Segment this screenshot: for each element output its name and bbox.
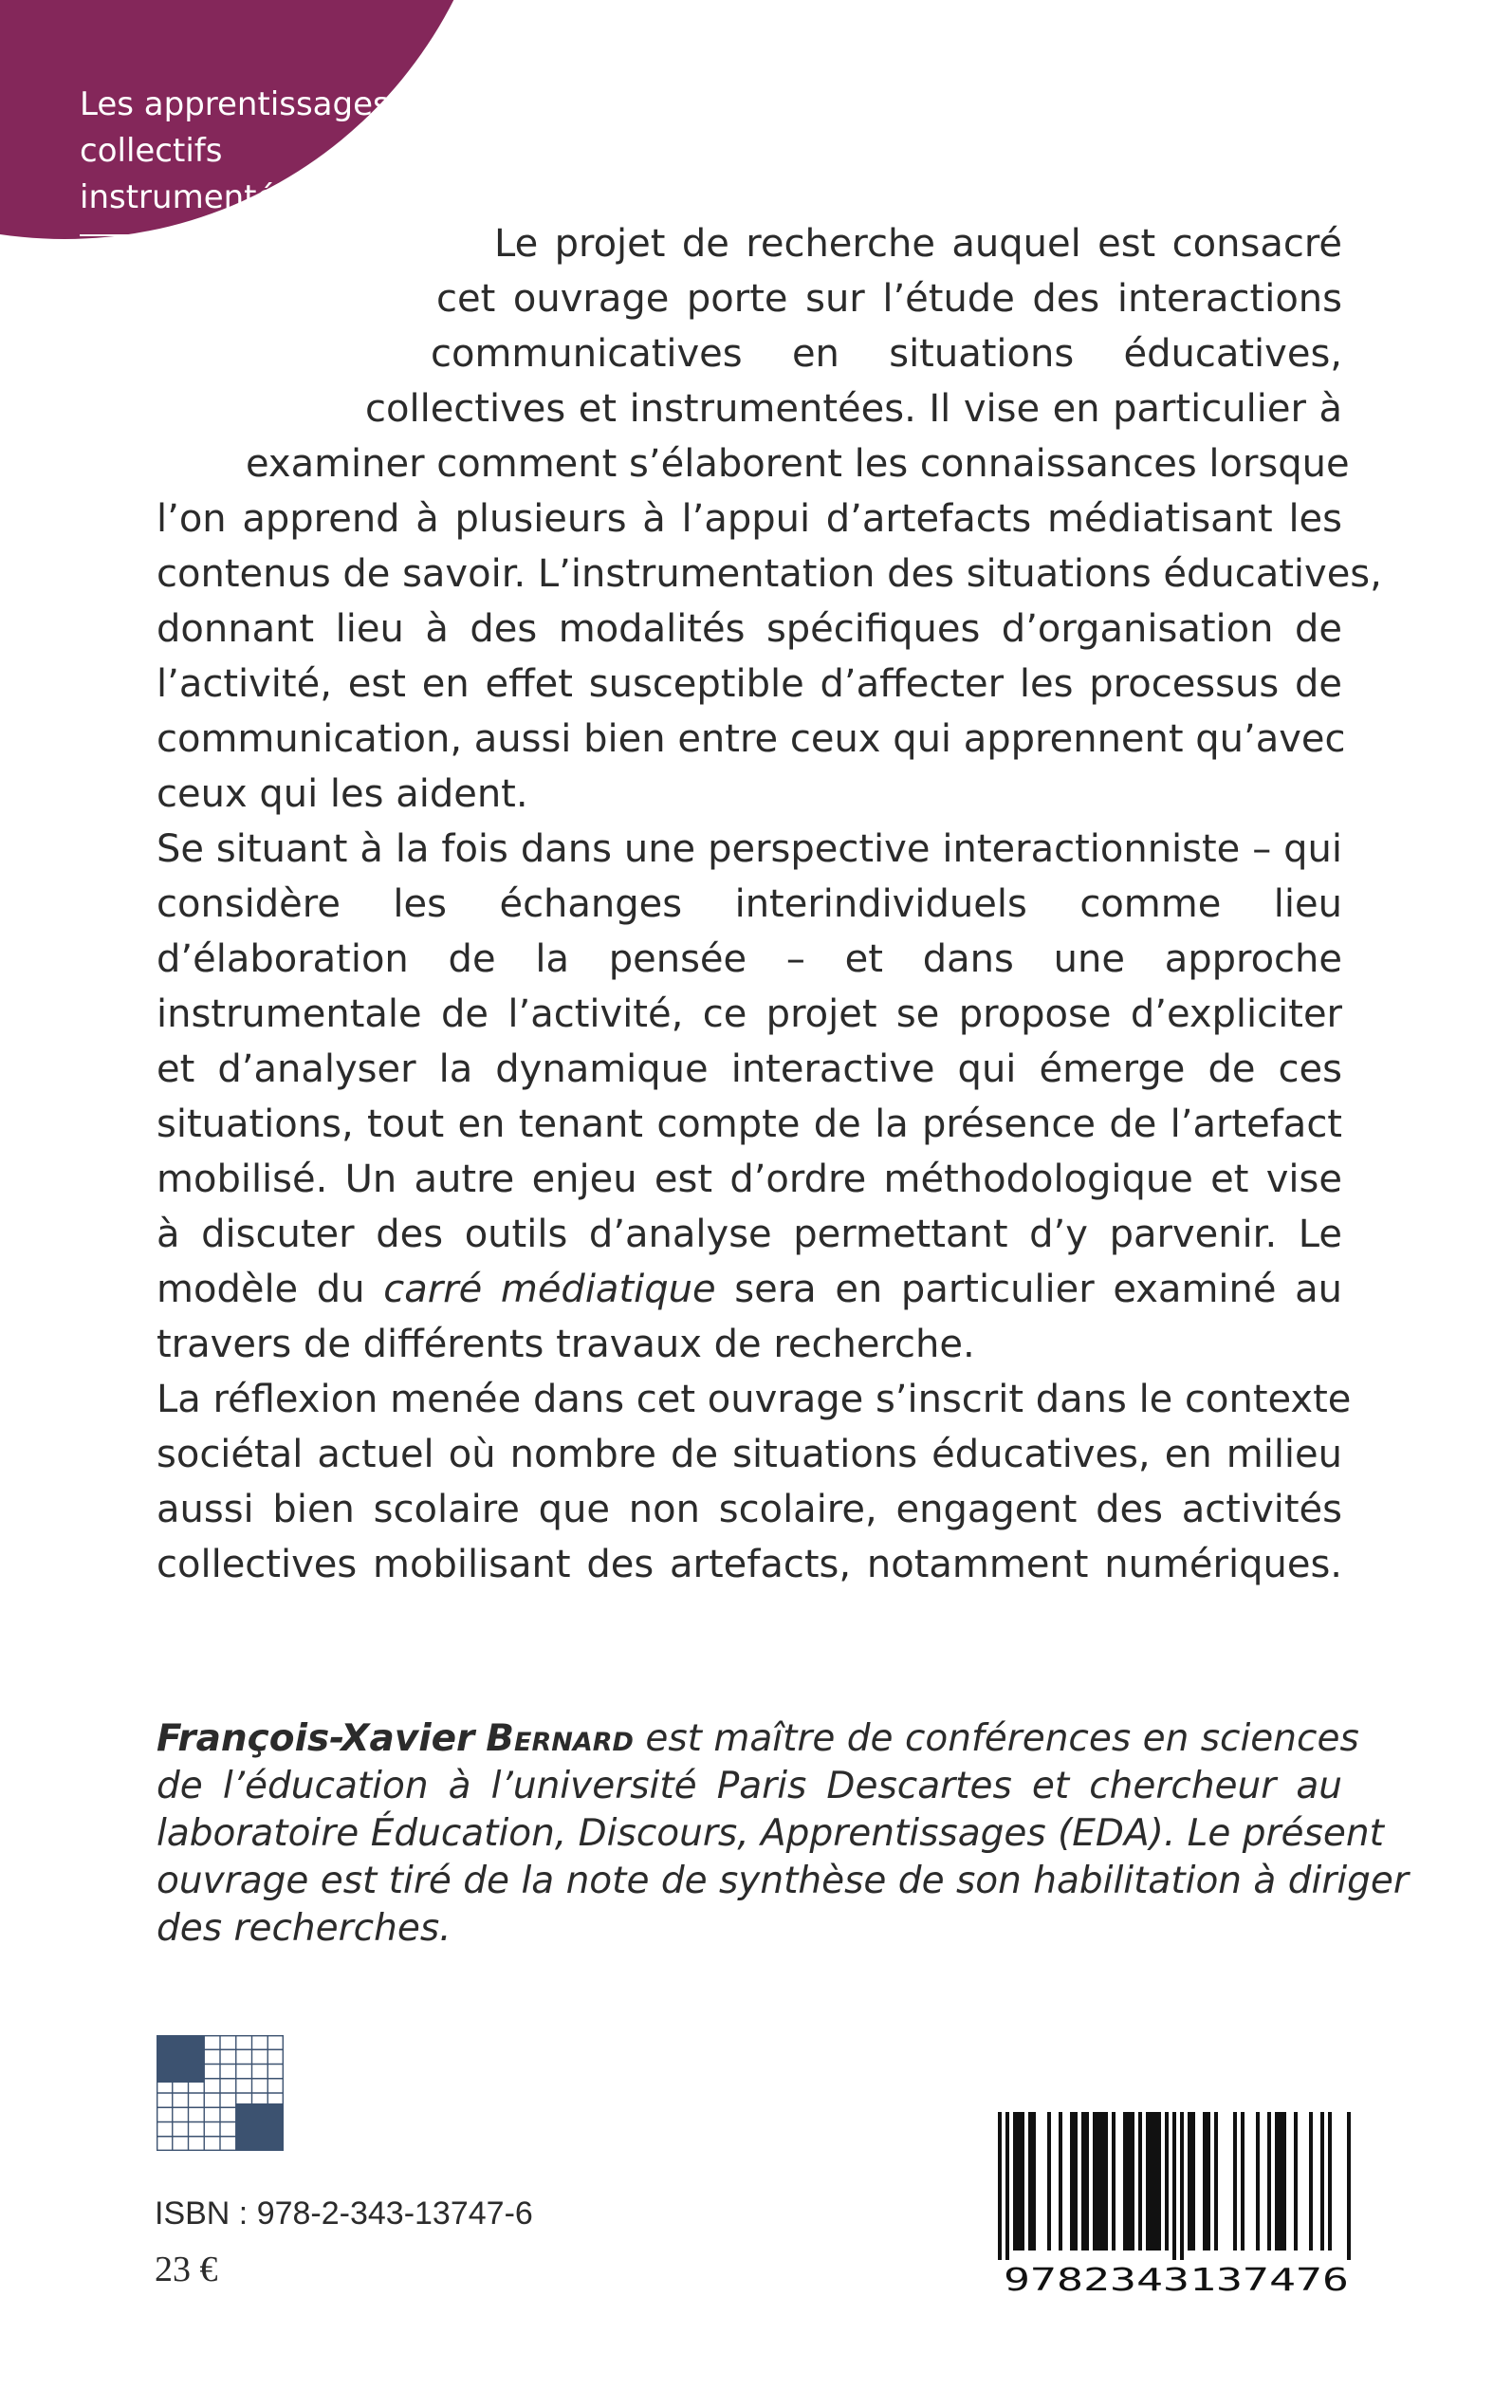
barcode-bar xyxy=(1047,2112,1051,2251)
barcode-bar xyxy=(1328,2112,1332,2251)
text-line: sociétal actuel où nombre de situations éducatives, en milieu xyxy=(157,1433,1342,1476)
series-title xyxy=(80,82,390,221)
text-line: à discuter des outils d’analyse permettant d’y parvenir. Le xyxy=(157,1213,1342,1256)
barcode-bar xyxy=(1165,2112,1169,2251)
barcode-bar xyxy=(1104,2112,1108,2251)
text-line: situations, tout en tenant compte de la présence de l’artefact xyxy=(157,1102,1342,1146)
text-line: Le projet de recherche auquel est consacré xyxy=(494,222,1342,266)
series-title-line: instrumentés xyxy=(80,178,294,216)
barcode-bar xyxy=(1282,2112,1286,2251)
text-run: sera en particulier examiné au xyxy=(715,1268,1342,1311)
price: 23 € xyxy=(155,2250,218,2289)
barcode-bar xyxy=(1131,2112,1134,2251)
summary-paragraph-2 xyxy=(157,822,1342,1372)
barcode-bar xyxy=(1153,2112,1157,2251)
text-line: considère les échanges interindividuels comme lieu xyxy=(157,882,1342,926)
barcode-bar xyxy=(1097,2112,1100,2251)
text-run: est maître de conférences en sciences xyxy=(633,1717,1359,1760)
text-line: des recherches. xyxy=(157,1907,452,1950)
barcode-bar xyxy=(1013,2112,1017,2251)
barcode-bar xyxy=(1127,2112,1131,2251)
series-title-line: Les apprentissages xyxy=(80,85,390,123)
barcode-bar xyxy=(1112,2112,1116,2251)
text-line: cet ouvrage porte sur l’étude des interactions xyxy=(436,277,1342,321)
barcode-bar xyxy=(1233,2112,1237,2251)
text-line: Se situant à la fois dans une perspective interactionniste – qui xyxy=(157,827,1342,871)
text-line: ceux qui les aident. xyxy=(157,772,528,816)
barcode-bar xyxy=(1005,2112,1009,2260)
barcode-bar xyxy=(1347,2112,1351,2260)
barcode-bar xyxy=(1267,2112,1271,2251)
text-line: de l’éducation à l’université Paris Descartes et chercheur au xyxy=(157,1765,1342,1807)
barcode-bar xyxy=(1188,2112,1191,2251)
text-run: modèle du xyxy=(157,1268,384,1311)
barcode-bar xyxy=(1256,2112,1260,2251)
series-title-line: collectifs xyxy=(80,132,223,170)
barcode-bar xyxy=(1309,2112,1313,2251)
barcode-bar xyxy=(1074,2112,1078,2251)
text-line: travers de différents travaux de recherche. xyxy=(157,1323,975,1366)
barcode-bar xyxy=(1123,2112,1127,2251)
barcode-bar xyxy=(1032,2112,1036,2251)
barcode-icon xyxy=(998,2112,1355,2294)
barcode-bar xyxy=(1275,2112,1279,2251)
text-line xyxy=(157,1262,1342,1317)
text-line: contenus de savoir. L’instrumentation des situations éducatives, xyxy=(157,552,1382,596)
text-line: laboratoire Éducation, Discours, Apprentissages (EDA). Le présent xyxy=(157,1812,1384,1855)
barcode-bar xyxy=(1138,2112,1142,2251)
text-line: aussi bien scolaire que non scolaire, engagent des activités xyxy=(157,1488,1342,1531)
text-line: l’activité, est en effet susceptible d’affecter les processus de xyxy=(157,662,1342,706)
summary-paragraph-3 xyxy=(157,1372,1352,1592)
text-line: instrumentale de l’activité, ce projet se propose d’expliciter xyxy=(157,992,1342,1036)
summary-paragraph-1 xyxy=(157,216,1382,822)
publisher-grid-logo-icon xyxy=(157,2035,284,2151)
text-line: ouvrage est tiré de la note de synthèse de son habilitation à diriger xyxy=(157,1860,1409,1902)
barcode-bar xyxy=(1100,2112,1104,2251)
barcode-bar xyxy=(1070,2112,1074,2251)
text-line xyxy=(157,1715,1359,1763)
text-line: mobilisé. Un autre enjeu est d’ordre méthodologique et vise xyxy=(157,1158,1342,1201)
barcode-bar xyxy=(1180,2112,1184,2260)
barcode-bar xyxy=(1146,2112,1150,2251)
barcode-bar xyxy=(1214,2112,1218,2251)
barcode-bar xyxy=(1294,2112,1298,2251)
text-line: collectives et instrumentées. Il vise en particulier à xyxy=(365,387,1342,431)
text-line: donnant lieu à des modalités spécifiques d’organisation de xyxy=(157,607,1342,651)
author-first-name: François-Xavier xyxy=(157,1717,475,1760)
barcode-bar xyxy=(1059,2112,1062,2251)
text-line: communication, aussi bien entre ceux qui apprennent qu’avec xyxy=(157,717,1346,761)
barcode-bar xyxy=(1157,2112,1161,2251)
italic-term: carré médiatique xyxy=(383,1268,716,1311)
barcode-bar xyxy=(1021,2112,1024,2251)
isbn: ISBN : 978-2-343-13747-6 xyxy=(155,2195,533,2232)
barcode-bar xyxy=(1081,2112,1085,2251)
text-line: d’élaboration de la pensée – et dans une approche xyxy=(157,937,1342,981)
text-line: et d’analyser la dynamique interactive qui émerge de ces xyxy=(157,1047,1342,1091)
barcode-bar xyxy=(1203,2112,1207,2251)
text-line: collectives mobilisant des artefacts, notamment numériques. xyxy=(157,1543,1342,1586)
barcode-bar xyxy=(1320,2112,1324,2251)
barcode-bar xyxy=(1150,2112,1153,2251)
author-last-name: Bernard xyxy=(486,1717,634,1760)
barcode-bar xyxy=(1279,2112,1282,2251)
barcode-bar xyxy=(1085,2112,1089,2251)
text-line: communicatives en situations éducatives, xyxy=(431,332,1342,376)
text-line: l’on apprend à plusieurs à l’appui d’artefacts médiatisant les xyxy=(157,497,1342,541)
text-line: examiner comment s’élaborent les connaissances lorsque xyxy=(246,442,1350,486)
barcode-bar xyxy=(1207,2112,1210,2251)
barcode-bar xyxy=(1017,2112,1021,2251)
barcode-bar xyxy=(1191,2112,1195,2251)
barcode-bar xyxy=(1172,2112,1176,2260)
author-bio xyxy=(157,1715,1409,1953)
barcode-bar xyxy=(1028,2112,1032,2251)
barcode-bar xyxy=(998,2112,1002,2260)
barcode-bar xyxy=(1241,2112,1245,2251)
barcode-bar xyxy=(1093,2112,1097,2251)
text-line: La réflexion menée dans cet ouvrage s’inscrit dans le contexte xyxy=(157,1378,1352,1421)
barcode-number: 9782343137476 xyxy=(1004,2261,1349,2294)
